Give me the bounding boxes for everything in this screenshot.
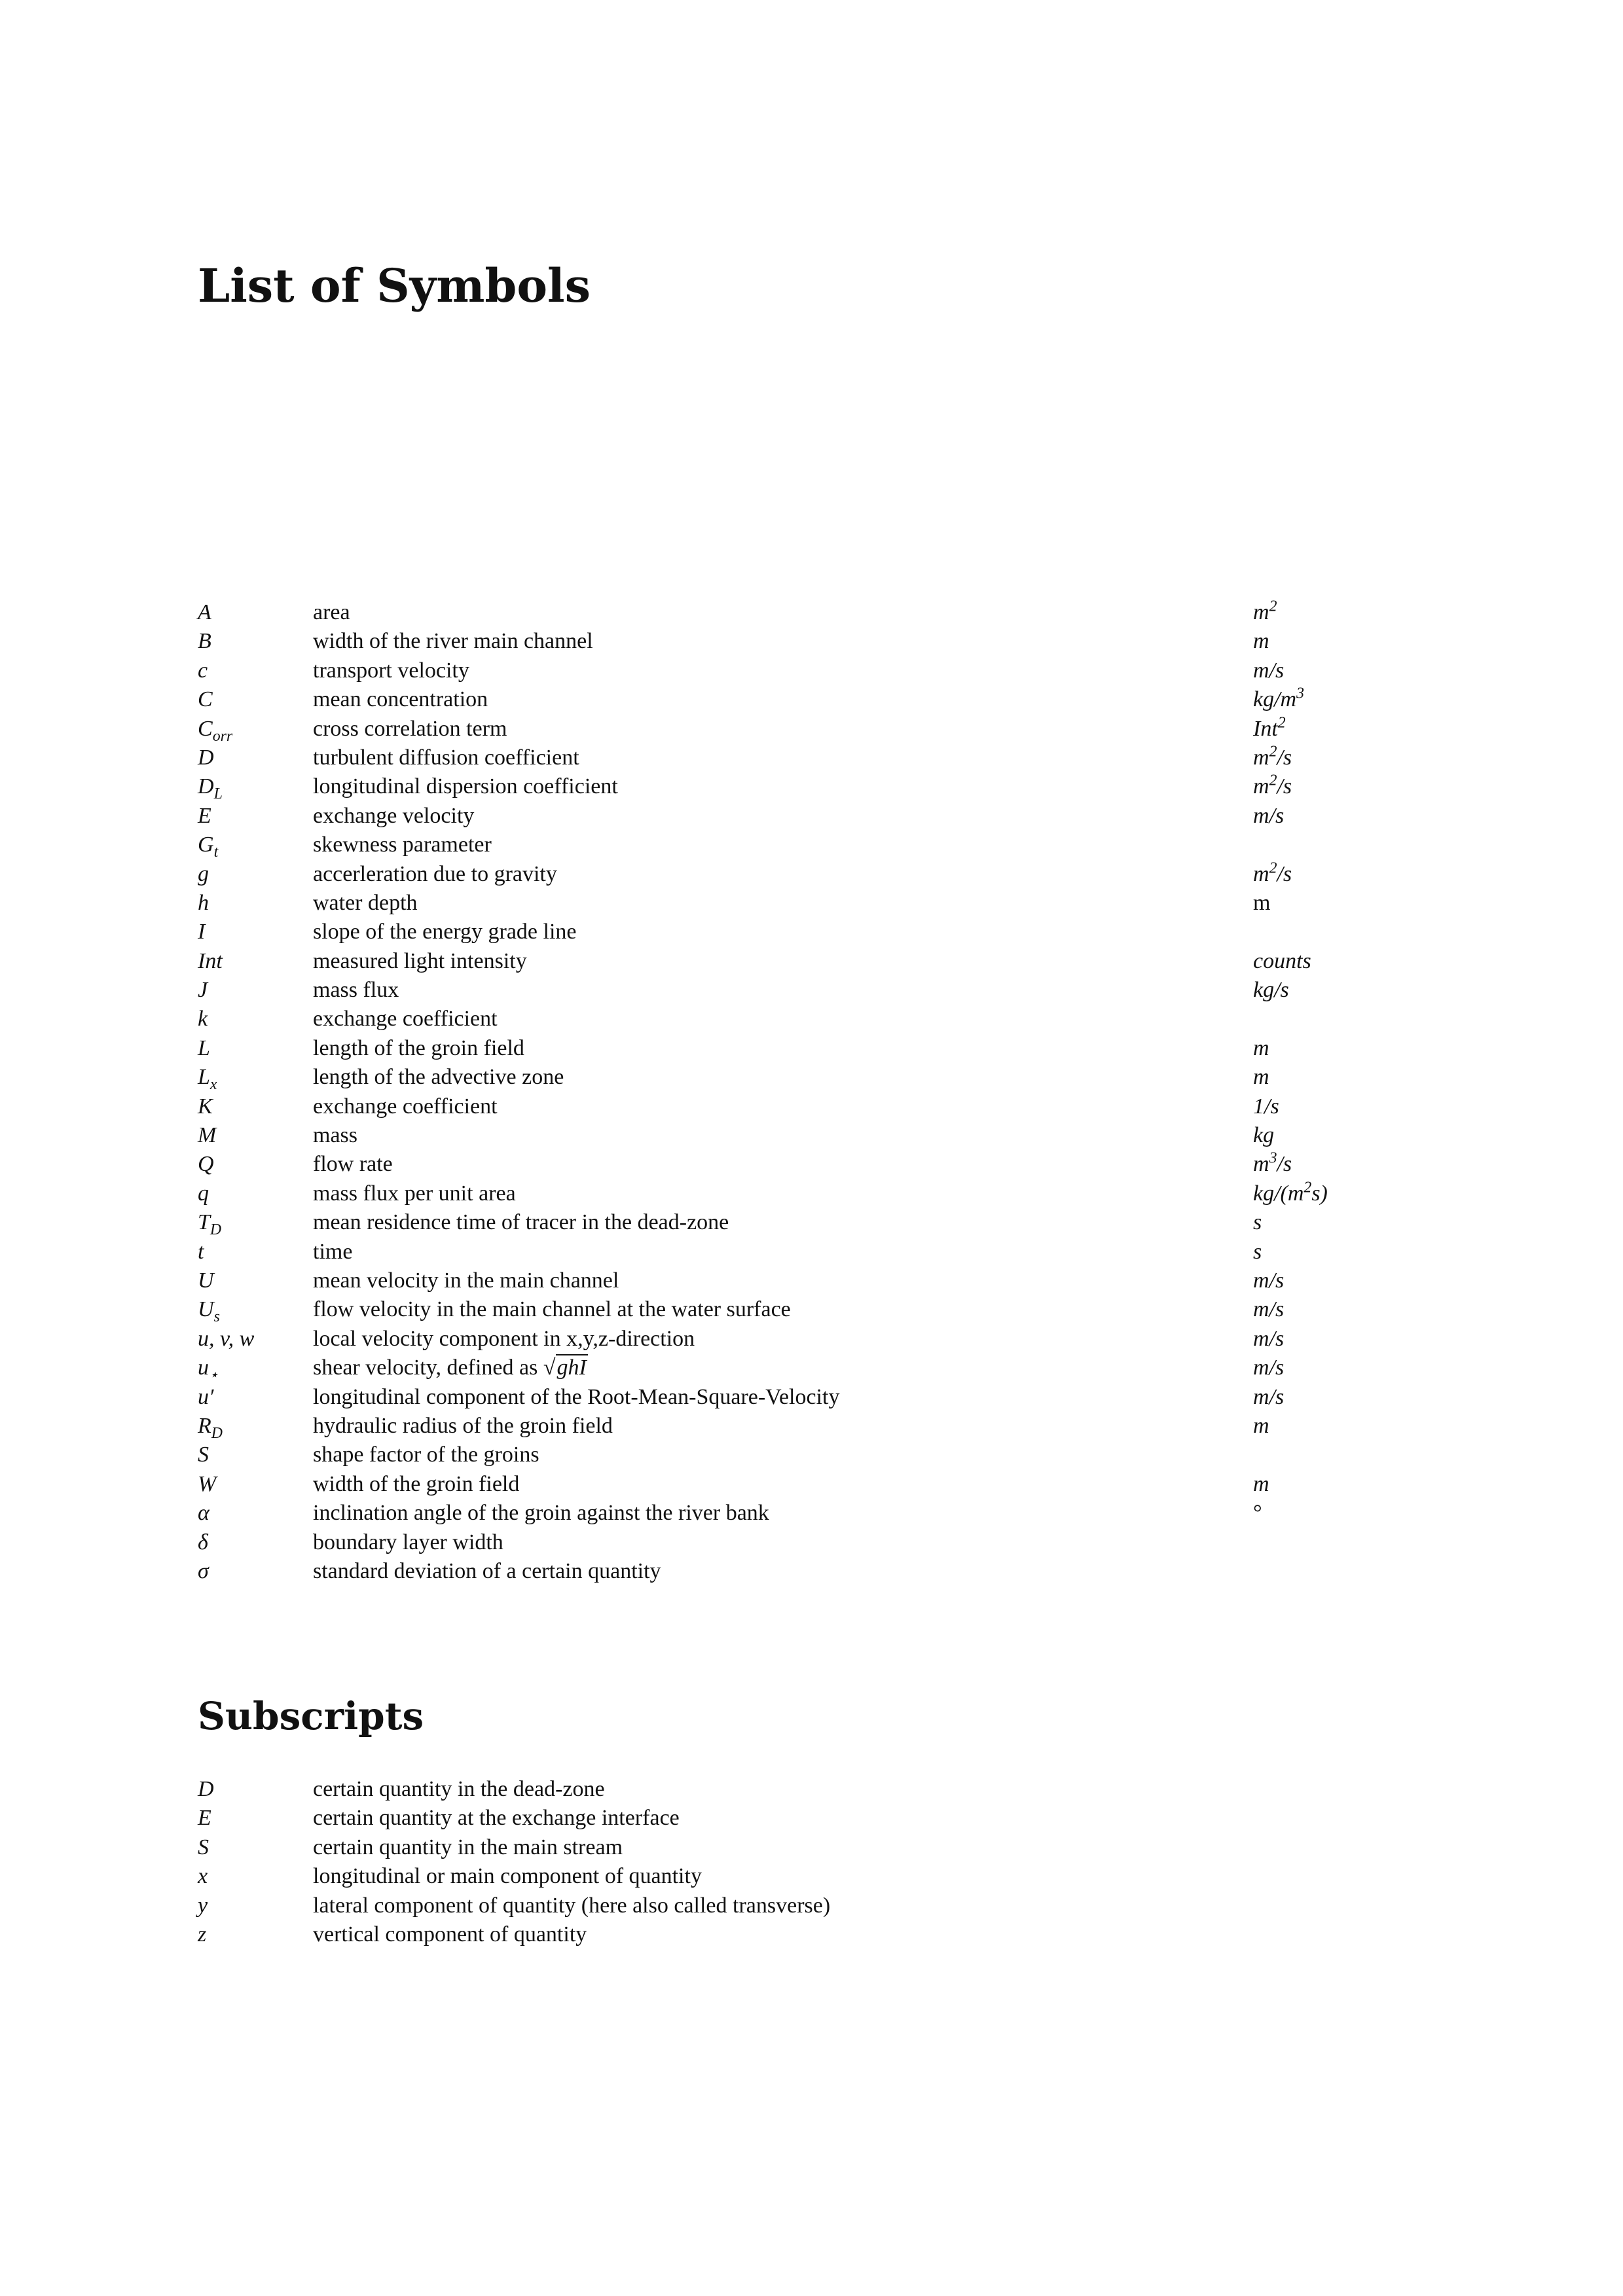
- subscript-symbol: y: [198, 1893, 208, 1918]
- unit-base: kg/m: [1253, 687, 1297, 712]
- symbol-unit: [1253, 1412, 1269, 1441]
- symbol-base: c: [198, 658, 208, 683]
- symbol: [198, 627, 211, 656]
- symbol-description: [313, 1470, 519, 1499]
- symbol-subscript: L: [213, 785, 223, 803]
- subscript-list: [198, 1775, 1442, 1949]
- symbol-base: u, v, w: [198, 1326, 255, 1351]
- symbol: [198, 1325, 254, 1354]
- symbol-base: W: [198, 1471, 217, 1496]
- symbol: [198, 1266, 214, 1295]
- symbol-base: S: [198, 1443, 209, 1467]
- symbol-base: G: [198, 833, 214, 857]
- description-text: inclination angle of the groin against the river bank: [313, 1501, 769, 1526]
- description-text: skewness parameter: [313, 833, 492, 857]
- symbol-base: I: [198, 920, 206, 944]
- symbol-base: u′: [198, 1384, 214, 1409]
- unit-base: m: [1253, 861, 1269, 886]
- symbol-description: [313, 744, 579, 772]
- symbol-base: M: [198, 1123, 217, 1148]
- subscripts-heading: Subscripts: [198, 1694, 424, 1738]
- description-text: mean residence time of tracer in the dead-zone: [313, 1210, 729, 1235]
- symbol-description: [313, 1295, 791, 1324]
- unit-suffix: /s: [1277, 774, 1292, 799]
- unit-base: m/s: [1253, 1268, 1285, 1293]
- symbol-unit: [1253, 1150, 1292, 1179]
- description-text: cross correlation term: [313, 716, 507, 741]
- description-text: area: [313, 600, 350, 624]
- unit-base: m: [1253, 774, 1269, 799]
- symbol-subscript: D: [210, 1221, 222, 1238]
- symbol-row: [198, 1005, 1442, 1033]
- symbol-row: [198, 1354, 1442, 1382]
- symbol-row: [198, 802, 1442, 831]
- symbol-unit: [1253, 1034, 1269, 1063]
- symbol-row: [198, 1063, 1442, 1092]
- symbol: [198, 976, 208, 1005]
- symbol-base: R: [198, 1413, 211, 1438]
- symbol: [198, 1092, 213, 1121]
- symbol-subscript: s: [213, 1308, 220, 1326]
- description-text: local velocity component in x,y,z-direction: [313, 1326, 695, 1351]
- symbol-description: [313, 976, 399, 1005]
- symbol-unit: [1253, 1354, 1284, 1382]
- symbol-unit: [1253, 1063, 1269, 1092]
- unit-base: kg/(m: [1253, 1181, 1304, 1206]
- symbol-base: Q: [198, 1152, 214, 1177]
- symbol-row: [198, 1528, 1442, 1557]
- description-text: boundary layer width: [313, 1530, 503, 1554]
- symbol: [198, 1238, 204, 1266]
- description-text: water depth: [313, 890, 418, 915]
- symbol-base: h: [198, 890, 209, 915]
- description-text: flow velocity in the main channel at the water surface: [313, 1297, 791, 1322]
- description-text: mass flux: [313, 978, 399, 1003]
- symbol-base: B: [198, 629, 211, 654]
- symbol-description: [313, 772, 618, 801]
- symbol: [198, 744, 214, 772]
- symbol: [198, 1412, 223, 1441]
- symbol: [198, 947, 223, 976]
- symbol: [198, 1499, 210, 1528]
- symbol-row: [198, 598, 1442, 627]
- symbol-base: C: [198, 716, 213, 741]
- symbol-unit: [1253, 1121, 1274, 1150]
- description-text: length of the groin field: [313, 1035, 524, 1060]
- symbol-description: [313, 1208, 729, 1237]
- unit-base: 1/s: [1253, 1094, 1279, 1119]
- symbol-row: [198, 656, 1442, 685]
- symbol-unit: [1253, 1383, 1284, 1412]
- subscript-row: [198, 1862, 1442, 1891]
- symbol-unit: [1253, 715, 1286, 744]
- description-text: slope of the energy grade line: [313, 920, 577, 944]
- symbol-row: [198, 627, 1442, 656]
- symbol: [198, 1063, 217, 1092]
- symbol-description: [313, 947, 527, 976]
- unit-base: kg: [1253, 1123, 1275, 1148]
- symbol-unit: [1253, 1499, 1262, 1528]
- symbol-subscript: ⋆: [209, 1366, 219, 1384]
- symbol-description: [313, 802, 474, 831]
- symbol-row: [198, 715, 1442, 744]
- symbol-description: [313, 1005, 498, 1033]
- subscript-symbol: z: [198, 1922, 207, 1946]
- symbol-list: [198, 598, 1442, 1586]
- symbol: [198, 1441, 209, 1469]
- symbol: [198, 1470, 216, 1499]
- symbol-base: K: [198, 1094, 213, 1119]
- symbol-unit: [1253, 1092, 1279, 1121]
- symbol-description: [313, 1557, 661, 1586]
- symbol-description: [313, 598, 350, 627]
- description-text: shear velocity, defined as: [313, 1355, 538, 1380]
- symbol-row: [198, 1092, 1442, 1121]
- symbol-description: [313, 1063, 564, 1092]
- symbol: [198, 1354, 219, 1382]
- description-text: width of the groin field: [313, 1471, 520, 1496]
- symbol-unit: [1253, 685, 1304, 714]
- symbol-description: [313, 1034, 524, 1063]
- symbol-row: [198, 772, 1442, 801]
- unit-suffix: /s: [1277, 861, 1292, 886]
- unit-base: m: [1253, 1065, 1269, 1090]
- symbol-unit: [1253, 860, 1292, 889]
- unit-exponent: 2: [1269, 598, 1277, 615]
- unit-base: kg/s: [1253, 978, 1289, 1003]
- unit-suffix: s): [1311, 1181, 1328, 1206]
- unit-base: m: [1253, 1413, 1269, 1438]
- symbol-base: D: [198, 745, 214, 770]
- symbol-description: [313, 685, 488, 714]
- description-text: exchange velocity: [313, 803, 475, 828]
- symbol-description: [313, 1266, 619, 1295]
- description-text: width of the river main channel: [313, 629, 593, 654]
- symbol-row: [198, 1295, 1442, 1324]
- symbol-description: [313, 1354, 588, 1382]
- symbol-base: C: [198, 687, 213, 712]
- symbol: [198, 1383, 213, 1412]
- symbol-description: [313, 1528, 503, 1557]
- symbol: [198, 656, 208, 685]
- symbol: [198, 1528, 208, 1557]
- symbol-row: [198, 1034, 1442, 1063]
- symbol-base: u: [198, 1355, 209, 1380]
- symbol-base: σ: [198, 1558, 209, 1583]
- description-text: time: [313, 1239, 353, 1264]
- unit-exponent: 2: [1269, 743, 1277, 761]
- symbol: [198, 1121, 216, 1150]
- symbol-row: [198, 1441, 1442, 1469]
- symbol-description: [313, 656, 469, 685]
- symbol: [198, 918, 205, 946]
- symbol-row: [198, 976, 1442, 1005]
- unit-base: Int: [1253, 716, 1278, 741]
- subscript-row: [198, 1833, 1442, 1862]
- description-text: standard deviation of a certain quantity: [313, 1558, 661, 1583]
- description-text: turbulent diffusion coefficient: [313, 745, 579, 770]
- unit-base: s: [1253, 1210, 1262, 1235]
- subscript-description: vertical component of quantity: [313, 1922, 587, 1946]
- unit-base: s: [1253, 1239, 1262, 1264]
- unit-base: m: [1253, 1471, 1269, 1496]
- symbol-unit: [1253, 656, 1284, 685]
- symbol-description: [313, 1092, 498, 1121]
- symbol-unit: [1253, 976, 1289, 1005]
- symbol: [198, 1208, 221, 1237]
- subscript-symbol: E: [198, 1806, 211, 1831]
- symbol-base: k: [198, 1007, 208, 1031]
- description-text: mass: [313, 1123, 357, 1148]
- symbol-row: [198, 1557, 1442, 1586]
- unit-base: m/s: [1253, 1355, 1285, 1380]
- subscript-description: certain quantity in the dead-zone: [313, 1777, 605, 1801]
- symbol-base: α: [198, 1501, 210, 1526]
- symbol-row: [198, 1383, 1442, 1412]
- description-text: accerleration due to gravity: [313, 861, 557, 886]
- symbol-unit: [1253, 1295, 1284, 1324]
- symbol-description: [313, 860, 557, 889]
- sqrt-expression: [543, 1354, 588, 1382]
- symbol-description: [313, 1441, 539, 1469]
- symbol-row: [198, 860, 1442, 889]
- description-text: mean concentration: [313, 687, 488, 712]
- subscript-row: [198, 1920, 1442, 1949]
- symbol-unit: [1253, 889, 1270, 918]
- symbol-row: [198, 947, 1442, 976]
- unit-exponent: 3: [1269, 1150, 1277, 1168]
- symbol: [198, 1557, 209, 1586]
- symbol: [198, 1150, 214, 1179]
- symbol: [198, 685, 213, 714]
- symbol-row: [198, 1179, 1442, 1208]
- symbol-unit: [1253, 1470, 1269, 1499]
- symbol-row: [198, 1412, 1442, 1441]
- description-text: exchange coefficient: [313, 1007, 498, 1031]
- unit-base: m: [1253, 745, 1269, 770]
- symbol-base: t: [198, 1239, 204, 1264]
- symbol: [198, 598, 211, 627]
- subscript-row: [198, 1892, 1442, 1920]
- subscript-description: certain quantity in the main stream: [313, 1835, 623, 1859]
- subscript-description: lateral component of quantity (here also called transverse): [313, 1893, 831, 1918]
- unit-base: m/s: [1253, 1384, 1285, 1409]
- description-text: transport velocity: [313, 658, 469, 683]
- description-text: longitudinal component of the Root-Mean-Square-Velocity: [313, 1384, 840, 1409]
- symbol-row: [198, 1208, 1442, 1237]
- symbol-unit: [1253, 1238, 1262, 1266]
- symbol-unit: [1253, 1179, 1328, 1208]
- description-text: hydraulic radius of the groin field: [313, 1413, 613, 1438]
- symbol-row: [198, 889, 1442, 918]
- subscript-description: certain quantity at the exchange interface: [313, 1806, 680, 1831]
- symbol-description: [313, 1121, 357, 1150]
- symbol-description: [313, 715, 507, 744]
- symbol-base: J: [198, 978, 208, 1003]
- symbol-base: L: [198, 1035, 210, 1060]
- description-text: flow rate: [313, 1152, 393, 1177]
- unit-base: °: [1253, 1501, 1262, 1526]
- symbol-base: g: [198, 861, 209, 886]
- description-text: mass flux per unit area: [313, 1181, 516, 1206]
- unit-suffix: /s: [1277, 745, 1292, 770]
- symbol-base: q: [198, 1181, 209, 1206]
- subscript-description: longitudinal or main component of quantity: [313, 1864, 702, 1889]
- symbol-row: [198, 1325, 1442, 1354]
- symbol-base: A: [198, 600, 211, 624]
- symbol-description: [313, 1412, 613, 1441]
- unit-base: m/s: [1253, 1297, 1285, 1322]
- symbol-subscript: t: [213, 843, 219, 861]
- unit-base: m: [1253, 890, 1271, 915]
- symbol-row: [198, 1499, 1442, 1528]
- unit-base: m/s: [1253, 658, 1285, 683]
- unit-base: m: [1253, 629, 1269, 654]
- symbol-subscript: orr: [212, 727, 233, 745]
- symbol-description: [313, 1499, 769, 1528]
- symbol-description: [313, 918, 577, 946]
- subscript-symbol: S: [198, 1835, 209, 1859]
- subscript-symbol: x: [198, 1864, 208, 1889]
- symbol-row: [198, 1266, 1442, 1295]
- symbol-base: U: [198, 1268, 214, 1293]
- symbol-unit: [1253, 1208, 1262, 1237]
- symbol-subscript: x: [210, 1076, 217, 1094]
- symbol: [198, 1005, 208, 1033]
- symbol-unit: [1253, 1325, 1284, 1354]
- symbol: [198, 889, 209, 918]
- symbol-description: [313, 1238, 352, 1266]
- unit-suffix: /s: [1277, 1152, 1292, 1177]
- symbol-base: L: [198, 1065, 210, 1090]
- symbol-base: D: [198, 774, 214, 799]
- symbol-description: [313, 1325, 695, 1354]
- symbol-base: U: [198, 1297, 214, 1322]
- description-text: exchange coefficient: [313, 1094, 498, 1119]
- symbol: [198, 1034, 210, 1063]
- symbol-unit: [1253, 598, 1277, 627]
- symbol-description: [313, 1383, 839, 1412]
- symbol: [198, 715, 232, 744]
- symbol-unit: [1253, 802, 1284, 831]
- radical-sign: √: [543, 1355, 556, 1380]
- symbol-unit: [1253, 1266, 1284, 1295]
- symbol-base: δ: [198, 1530, 208, 1554]
- symbol-row: [198, 685, 1442, 714]
- description-text: measured light intensity: [313, 948, 527, 973]
- symbol: [198, 802, 211, 831]
- symbol-subscript: D: [211, 1424, 223, 1442]
- radicand: ghI: [556, 1355, 587, 1380]
- symbol: [198, 860, 209, 889]
- symbol-unit: [1253, 947, 1311, 976]
- description-text: mean velocity in the main channel: [313, 1268, 619, 1293]
- symbol: [198, 772, 223, 801]
- description-text: shape factor of the groins: [313, 1443, 539, 1467]
- symbol-row: [198, 1238, 1442, 1266]
- symbol-description: [313, 889, 418, 918]
- unit-exponent: 2: [1269, 859, 1277, 877]
- symbol: [198, 1179, 209, 1208]
- symbol-base: Int: [198, 948, 223, 973]
- unit-exponent: 2: [1269, 772, 1277, 790]
- description-text: longitudinal dispersion coefficient: [313, 774, 618, 799]
- symbol-row: [198, 831, 1442, 859]
- unit-base: m: [1253, 600, 1269, 624]
- symbol-description: [313, 831, 492, 859]
- unit-exponent: 3: [1296, 685, 1304, 702]
- unit-base: m: [1253, 1035, 1269, 1060]
- symbol-unit: [1253, 744, 1292, 772]
- symbol-base: E: [198, 803, 211, 828]
- unit-base: m: [1253, 1152, 1269, 1177]
- subscript-row: [198, 1804, 1442, 1833]
- unit-base: counts: [1253, 948, 1311, 973]
- symbol-row: [198, 1150, 1442, 1179]
- subscript-symbol: D: [198, 1777, 214, 1801]
- description-text: length of the advective zone: [313, 1065, 564, 1090]
- symbol-description: [313, 627, 593, 656]
- symbol: [198, 831, 218, 859]
- page-title: List of Symbols: [198, 259, 591, 313]
- symbol-unit: [1253, 627, 1269, 656]
- symbol-row: [198, 1470, 1442, 1499]
- unit-base: m/s: [1253, 803, 1285, 828]
- symbol-unit: [1253, 772, 1292, 801]
- symbol: [198, 1295, 220, 1324]
- symbol-description: [313, 1179, 516, 1208]
- symbol-base: T: [198, 1210, 210, 1235]
- subscript-row: [198, 1775, 1442, 1804]
- unit-base: m/s: [1253, 1326, 1285, 1351]
- symbol-row: [198, 744, 1442, 772]
- symbol-row: [198, 1121, 1442, 1150]
- unit-exponent: 2: [1277, 714, 1286, 732]
- unit-exponent: 2: [1304, 1179, 1312, 1196]
- symbol-row: [198, 918, 1442, 946]
- symbol-description: [313, 1150, 393, 1179]
